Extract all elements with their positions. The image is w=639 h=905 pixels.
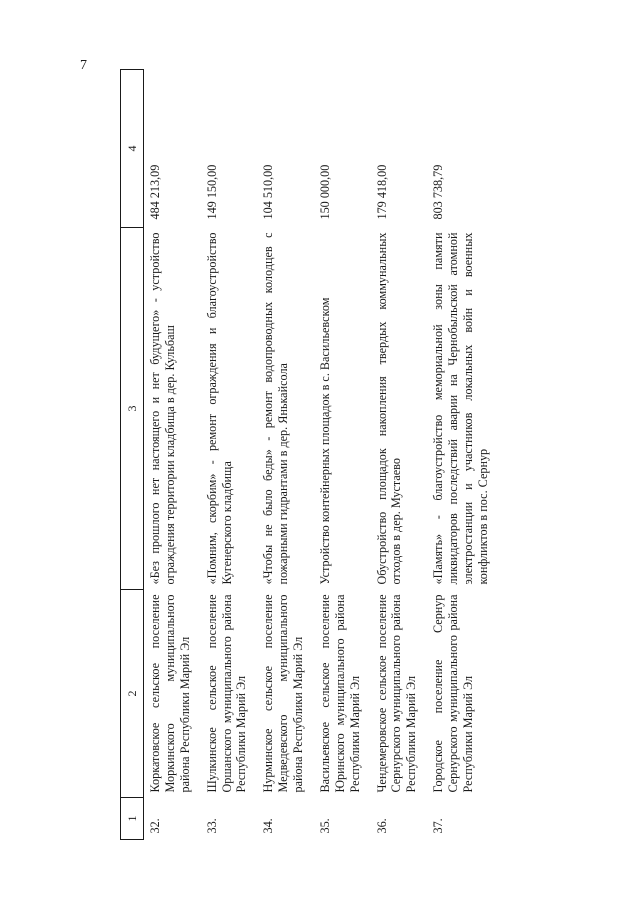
header-col-2: 2 xyxy=(121,590,144,798)
project-description: «Помним, скорбим» - ремонт ограждения и благоустройство Кугенерского кладбища xyxy=(204,232,234,585)
project-description: Устройство контейнерных площадок в с. Васильевском xyxy=(317,297,332,585)
header-col-4: 4 xyxy=(121,70,144,228)
project-description: «Чтобы не было беды» - ремонт водопроводных колодцев с пожарными гидрантами в дер. Янькайсола xyxy=(261,232,291,585)
header-col-1: 1 xyxy=(121,798,144,840)
row-number: 37. xyxy=(431,818,446,834)
row-number: 36. xyxy=(374,818,389,834)
header-col-3: 3 xyxy=(121,228,144,590)
table-row xyxy=(314,70,371,840)
row-number: 35. xyxy=(317,818,332,834)
page-number: 7 xyxy=(80,58,87,73)
table-row xyxy=(427,70,499,840)
settlement-name: Васильевское сельское поселение Юринского муниципального района Республики Марий Эл xyxy=(317,594,362,793)
table-row xyxy=(201,70,258,840)
table-row xyxy=(144,70,201,840)
settlement-name: Чендемеровское сельское поселение Сернурского муниципального района Республики Марий Эл xyxy=(374,594,419,793)
settlement-name: Коркатовское сельское поселение Моркинского муниципального района Республики Марий Эл xyxy=(148,594,192,793)
rotated-table xyxy=(120,70,567,840)
amount: 149 150,00 xyxy=(204,164,219,220)
grant-table xyxy=(120,69,499,840)
amount: 179 418,00 xyxy=(374,164,389,220)
row-number: 32. xyxy=(148,818,162,834)
row-number: 34. xyxy=(261,818,276,834)
settlement-name: Городское поселение Сернур Сернурского муниципального района Республики Марий Эл xyxy=(431,594,475,793)
project-description: «Без прошлого нет настоящего и нет будущего» - устройство ограждения территории кладбища в дер. Кульбаш xyxy=(148,232,177,585)
table-row xyxy=(257,70,314,840)
table-row xyxy=(371,70,428,840)
settlement-name: Шулкинское сельское поселение Оршанского муниципального района Республики Марий Эл xyxy=(204,594,249,793)
amount: 104 510,00 xyxy=(261,164,276,220)
project-description: Обустройство площадок накопления твердых коммунальных отходов в дер. Мустаево xyxy=(374,232,404,585)
amount: 803 738,79 xyxy=(431,164,446,220)
settlement-name: Нурминское сельское поселение Медведевского муниципального района Республики Марий Эл xyxy=(261,594,305,793)
table-header-row xyxy=(121,70,144,840)
row-number: 33. xyxy=(204,818,219,834)
amount: 484 213,09 xyxy=(148,164,162,220)
amount: 150 000,00 xyxy=(317,164,332,220)
project-description: «Память» - благоустройство мемориальной зоны памяти ликвидаторов последствий аварии на Чернобыльской атомной электростанции и участников локальных войн и военных конфликтов в пос. Сернур xyxy=(431,232,490,585)
